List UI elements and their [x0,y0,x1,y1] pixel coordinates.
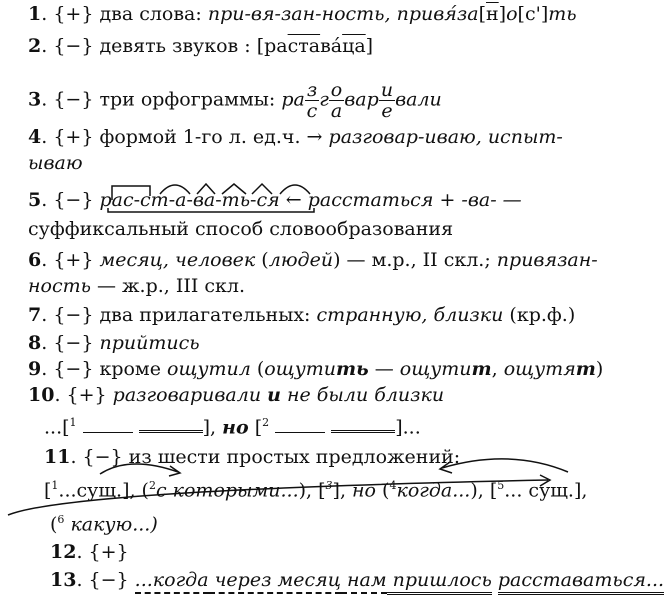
item-4-cont: ываю [28,152,83,174]
grammar-note: ) — м.р., II скл.; [333,249,497,271]
arrow-arc-2 [442,459,568,472]
subject-line [275,418,325,433]
letter-o: о [506,3,518,25]
object: нам [341,569,387,594]
item-text: . {−} [76,569,135,591]
fraction-bottom: е [381,100,393,122]
clause-number: 5 [497,479,505,492]
item-10-scheme [44,411,421,439]
item-11-cont [50,508,158,536]
item-number: 1 [28,3,42,25]
sound-group-2: ца [342,35,366,57]
item-number: 2 [28,35,42,57]
verb-stem: ощутя [503,358,576,380]
word-part: ра [281,88,305,111]
bracket: ), [ [470,479,498,502]
item-11 [44,445,460,469]
noun-end: ность [28,275,91,297]
fraction-top: о [330,79,343,101]
item-number: 9 [28,358,42,380]
item-number: 10 [28,384,55,406]
item-12 [50,540,129,564]
item-number: 8 [28,332,42,354]
clause-2: с которыми... [155,479,299,502]
bracket: ], [332,479,353,502]
clause-number: 1 [51,479,59,492]
suffix-note: + -ва- — [433,189,522,211]
verb-stem: ощути [399,358,472,380]
sound-group-1: ста [287,35,321,57]
clause-number: 6 [57,513,65,526]
verb-ending: ть [336,358,369,380]
word-part: вар [344,88,379,111]
adjectives: странную, близки [316,304,504,326]
morpheme-suffix-2: ва [192,189,216,211]
item-5-cont: суффиксальный способ словообразования [28,218,454,240]
paren: ( [250,358,265,380]
item-number: 6 [28,249,42,271]
item-8 [28,331,200,355]
ending: ть [548,3,577,25]
note: (кр.ф.) [503,304,576,326]
predicate-line [139,417,203,433]
item-3 [28,80,442,121]
adverbial: через месяц [209,569,341,594]
morpheme-suffix-1: а [175,189,187,211]
item-number: 12 [50,541,77,563]
subject-line [83,418,133,433]
fraction-top: и [380,79,394,101]
item-text: . {−} [41,332,100,354]
word-part: вали [395,88,442,111]
item-2 [28,34,373,58]
paren: ( [255,249,269,271]
dash: — [368,358,400,380]
word-analysis: при-вя-зан-ность, привя́за [207,3,479,25]
morpheme-prefix: рас [99,189,134,211]
fraction-bottom: а [330,100,343,122]
item-4 [28,125,563,149]
item-6-cont [28,274,245,298]
morpheme-suffix-3: ть [221,189,251,211]
sound-mid: ва́ [320,35,343,57]
clause-1: ...сущ.], ( [58,479,149,502]
bracket: ), [ [298,479,326,502]
item-text: . {−} девять звуков : [ра [41,35,288,57]
morpheme-root: ст [140,189,169,211]
item-9 [28,357,603,381]
conjunction: но [352,479,377,502]
predicate: разговаривали [112,384,268,406]
item-7 [28,303,575,327]
item-text: . {+} два слова: [41,3,208,25]
predicate: не были близки [280,384,445,406]
letter-n: н [486,3,499,25]
nouns: месяц, человек [99,249,256,271]
bracket: [ [44,479,52,502]
spelling-fraction [329,80,344,121]
source-word: расстаться [307,189,434,211]
noun: привязан- [496,249,598,271]
item-number: 11 [44,446,71,468]
paren: ( [376,479,390,502]
paren: ( [50,513,58,536]
noun-plural: людей [268,249,334,271]
fraction-top: з [306,79,318,101]
scheme-open: [ [248,416,263,439]
clause-6: какую...) [64,513,158,536]
item-number: 3 [28,88,42,111]
item-text: . {−} из шести простых предложений: [70,446,461,468]
item-11-scheme [44,474,587,502]
scheme-close: ]... [395,416,421,439]
clause-number: 4 [389,479,397,492]
item-text: . {+} [41,249,100,271]
word-forms: разговар-иваю, испыт- [328,126,563,148]
item-text: . {−} два прилагательных: [41,304,317,326]
grammar-note: — ж.р., III скл. [90,275,246,297]
adverbial: ...когда [135,569,209,594]
clause-4: когда... [396,479,471,502]
spelling-fraction [305,80,319,121]
space [492,569,498,591]
clause-number: 1 [69,416,77,429]
item-number: 13 [50,569,77,591]
scheme-close: ], [202,416,223,439]
clause-number: 2 [148,479,156,492]
verb-ending: т [471,358,492,380]
item-number: 5 [28,189,42,211]
sound-s: [с'] [517,3,549,25]
spelling-fraction [379,80,395,121]
item-text: . {+} формой 1-го л. ед.ч. → [41,126,329,148]
item-1: 1. {+} два слова: при-вя-зан-ность, привя́за[н]о[с']ть [28,3,577,25]
item-text: . {+} [54,384,113,406]
item-text: . {−} кроме [41,358,167,380]
item-number: 4 [28,126,42,148]
comma: , [491,358,504,380]
item-text: . {+} [76,541,129,563]
item-number: 7 [28,304,42,326]
item-13 [50,568,664,592]
conjunction: и [267,384,281,406]
fraction-bottom: с [306,100,318,122]
verb-ending: т [575,358,596,380]
scheme-open: ...[ [44,416,70,439]
item-5: 5. {−} рас-ст-а-ва-ть-ся ← расстаться + -ва- — [28,189,522,211]
clause-number: 2 [262,416,270,429]
clause-number: 3 [325,479,333,492]
morpheme-postfix: ся [256,189,280,211]
clause-5: ... сущ.], [504,479,588,502]
paren: ) [595,358,604,380]
predicate: расставаться... [498,569,664,595]
verb-stem: ощути [264,358,337,380]
verb: прийтись [99,332,200,354]
item-text: . {−} три орфограммы: [41,88,282,111]
arrow-left-icon: ← [279,189,308,211]
bracket: ] [365,35,374,57]
item-6 [28,248,598,272]
item-text: . {−} [41,189,100,211]
predicate: пришлось [387,569,492,595]
conjunction: но [222,416,249,439]
word-part: г [319,88,329,111]
item-10 [28,383,444,407]
predicate-line [331,417,395,433]
verb: ощутил [167,358,251,380]
